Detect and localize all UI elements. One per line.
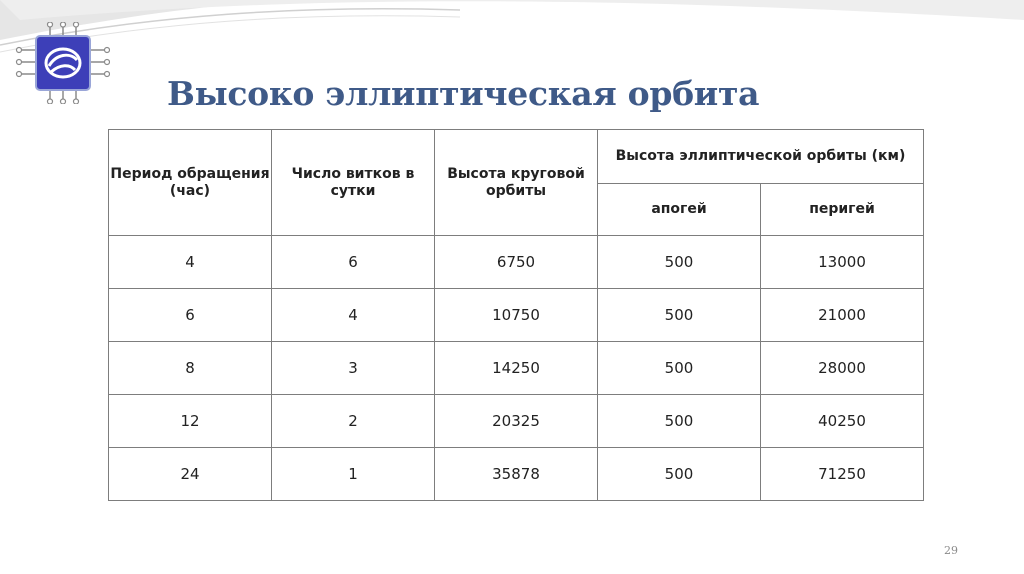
cell-period: 6 xyxy=(109,289,272,342)
chip-logo-icon xyxy=(14,22,110,104)
cell-apogee: 500 xyxy=(598,236,761,289)
cell-circular-height: 35878 xyxy=(435,448,598,501)
cell-perigee: 71250 xyxy=(761,448,924,501)
table-row xyxy=(109,448,924,501)
cell-apogee: 500 xyxy=(598,448,761,501)
header-apogee: апогей xyxy=(598,184,761,236)
header-elliptic-group: Высота эллиптической орбиты (км) xyxy=(598,130,924,184)
header-perigee: перигей xyxy=(761,184,924,236)
slide-title: Высоко эллиптическая орбита xyxy=(167,74,760,113)
cell-circular-height: 6750 xyxy=(435,236,598,289)
table-row xyxy=(109,289,924,342)
cell-circular-height: 14250 xyxy=(435,342,598,395)
orbit-table xyxy=(108,129,924,501)
cell-turns: 4 xyxy=(272,289,435,342)
table-row xyxy=(109,342,924,395)
table-row xyxy=(109,236,924,289)
cell-circular-height: 20325 xyxy=(435,395,598,448)
cell-perigee: 13000 xyxy=(761,236,924,289)
cell-turns: 3 xyxy=(272,342,435,395)
cell-turns: 1 xyxy=(272,448,435,501)
cell-period: 12 xyxy=(109,395,272,448)
cell-perigee: 21000 xyxy=(761,289,924,342)
cell-circular-height: 10750 xyxy=(435,289,598,342)
cell-period: 4 xyxy=(109,236,272,289)
cell-perigee: 40250 xyxy=(761,395,924,448)
cell-apogee: 500 xyxy=(598,342,761,395)
header-period: Период обращения (час) xyxy=(109,130,272,236)
header-turns: Число витков в сутки xyxy=(272,130,435,236)
header-circular-height: Высота круговой орбиты xyxy=(435,130,598,236)
cell-period: 8 xyxy=(109,342,272,395)
cell-period: 24 xyxy=(109,448,272,501)
table-row xyxy=(109,395,924,448)
cell-apogee: 500 xyxy=(598,395,761,448)
cell-apogee: 500 xyxy=(598,289,761,342)
cell-perigee: 28000 xyxy=(761,342,924,395)
cell-turns: 2 xyxy=(272,395,435,448)
page-number: 29 xyxy=(944,544,958,557)
cell-turns: 6 xyxy=(272,236,435,289)
